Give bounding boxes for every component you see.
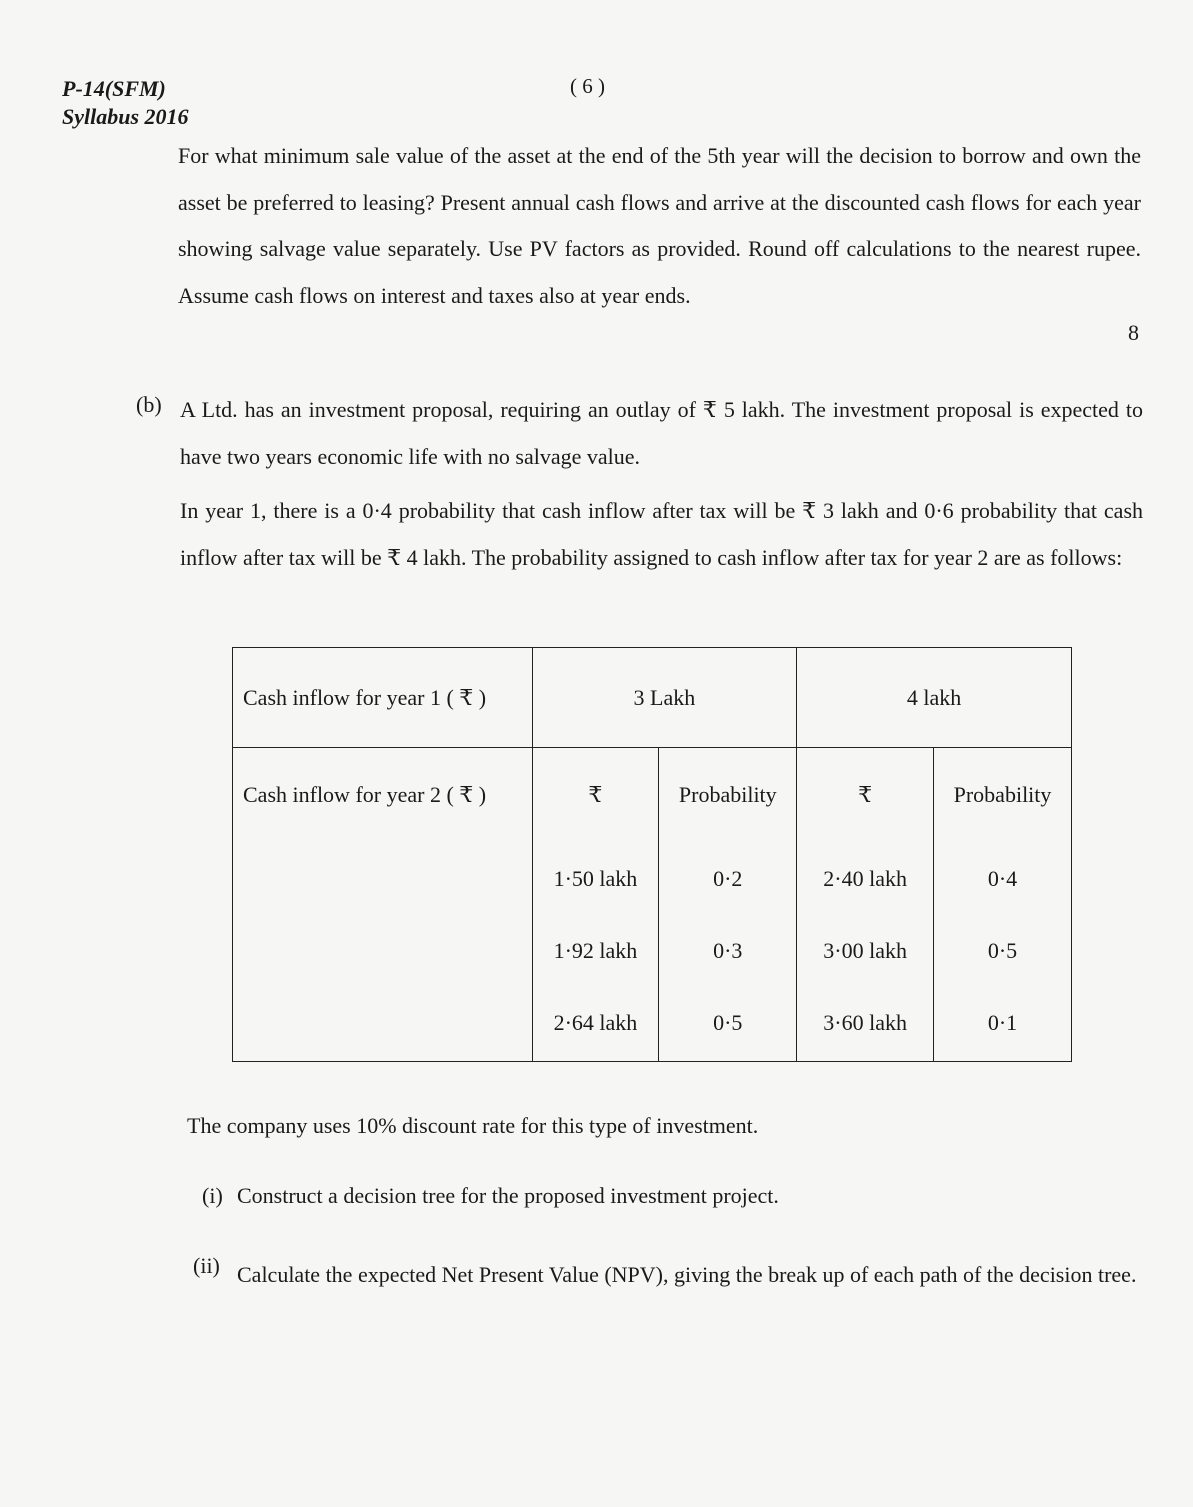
col-probability-b: Probability (934, 748, 1072, 843)
page-number: ( 6 ) (570, 74, 605, 98)
table-cell: 0·4 (934, 843, 1072, 916)
empty-cell (233, 916, 533, 986)
table-cell: 1·50 lakh (532, 843, 659, 916)
col-probability-a: Probability (659, 748, 797, 843)
empty-cell (233, 986, 533, 1062)
table-cell: 0·5 (659, 986, 797, 1062)
marks: 8 (1128, 320, 1139, 345)
table-cell: 3·00 lakh (797, 916, 934, 986)
table-cell: 0·1 (934, 986, 1072, 1062)
syllabus-label: Syllabus 2016 (62, 104, 189, 129)
discount-rate-note: The company uses 10% discount rate for this type of investment. (187, 1113, 759, 1138)
table-cell: 0·3 (659, 916, 797, 986)
table-cell: 0·5 (934, 916, 1072, 986)
sub-question-text: Construct a decision tree for the proposed investment project. (237, 1183, 779, 1208)
table-cell: 2·64 lakh (532, 986, 659, 1062)
year2-label-cell: Cash inflow for year 2 ( ₹ ) (233, 748, 533, 843)
table-cell: 0·2 (659, 843, 797, 916)
year1-value-a: 3 Lakh (532, 648, 797, 748)
table-cell: 1·92 lakh (532, 916, 659, 986)
table-row (233, 986, 1072, 1062)
paper-code: P-14(SFM) (62, 76, 166, 101)
empty-cell (233, 843, 533, 916)
part-a-continuation-text: For what minimum sale value of the asset at the end of the 5th year will the decision to borrow and own the asset be preferred to leasing? Present annual cash flows and arrive at the discounted cash flows for each year showing salvage value separately. Use PV factors as provided. Round off calculations to the nearest rupee. Assume cash flows on interest and taxes also at year ends. (178, 143, 1141, 308)
table-row (233, 648, 1072, 748)
cash-inflow-table (232, 647, 1072, 1062)
table-row (233, 916, 1072, 986)
table-cell: 2·40 lakh (797, 843, 934, 916)
year1-label-cell: Cash inflow for year 1 ( ₹ ) (233, 648, 533, 748)
table-row (233, 748, 1072, 843)
year1-value-b: 4 lakh (797, 648, 1072, 748)
col-rupee-a: ₹ (532, 748, 659, 843)
sub-question-number: (i) (202, 1183, 223, 1208)
part-b-intro: A Ltd. has an investment proposal, requiring an outlay of ₹ 5 lakh. The investment proposal is expected to have two years economic life with no salvage value. (180, 397, 1143, 469)
table-row (233, 843, 1072, 916)
sub-question-text: Calculate the expected Net Present Value (NPV), giving the break up of each path of the decision tree. (237, 1262, 1137, 1287)
table-cell: 3·60 lakh (797, 986, 934, 1062)
part-b-probabilities-text: In year 1, there is a 0·4 probability that cash inflow after tax will be ₹ 3 lakh and 0·6 probability that cash inflow after tax will be ₹ 4 lakh. The probability assigned to cash inflow after tax for year 2 are as follows: (180, 498, 1143, 570)
question-label-b: (b) (136, 392, 162, 417)
col-rupee-b: ₹ (797, 748, 934, 843)
sub-question-number: (ii) (193, 1253, 220, 1278)
